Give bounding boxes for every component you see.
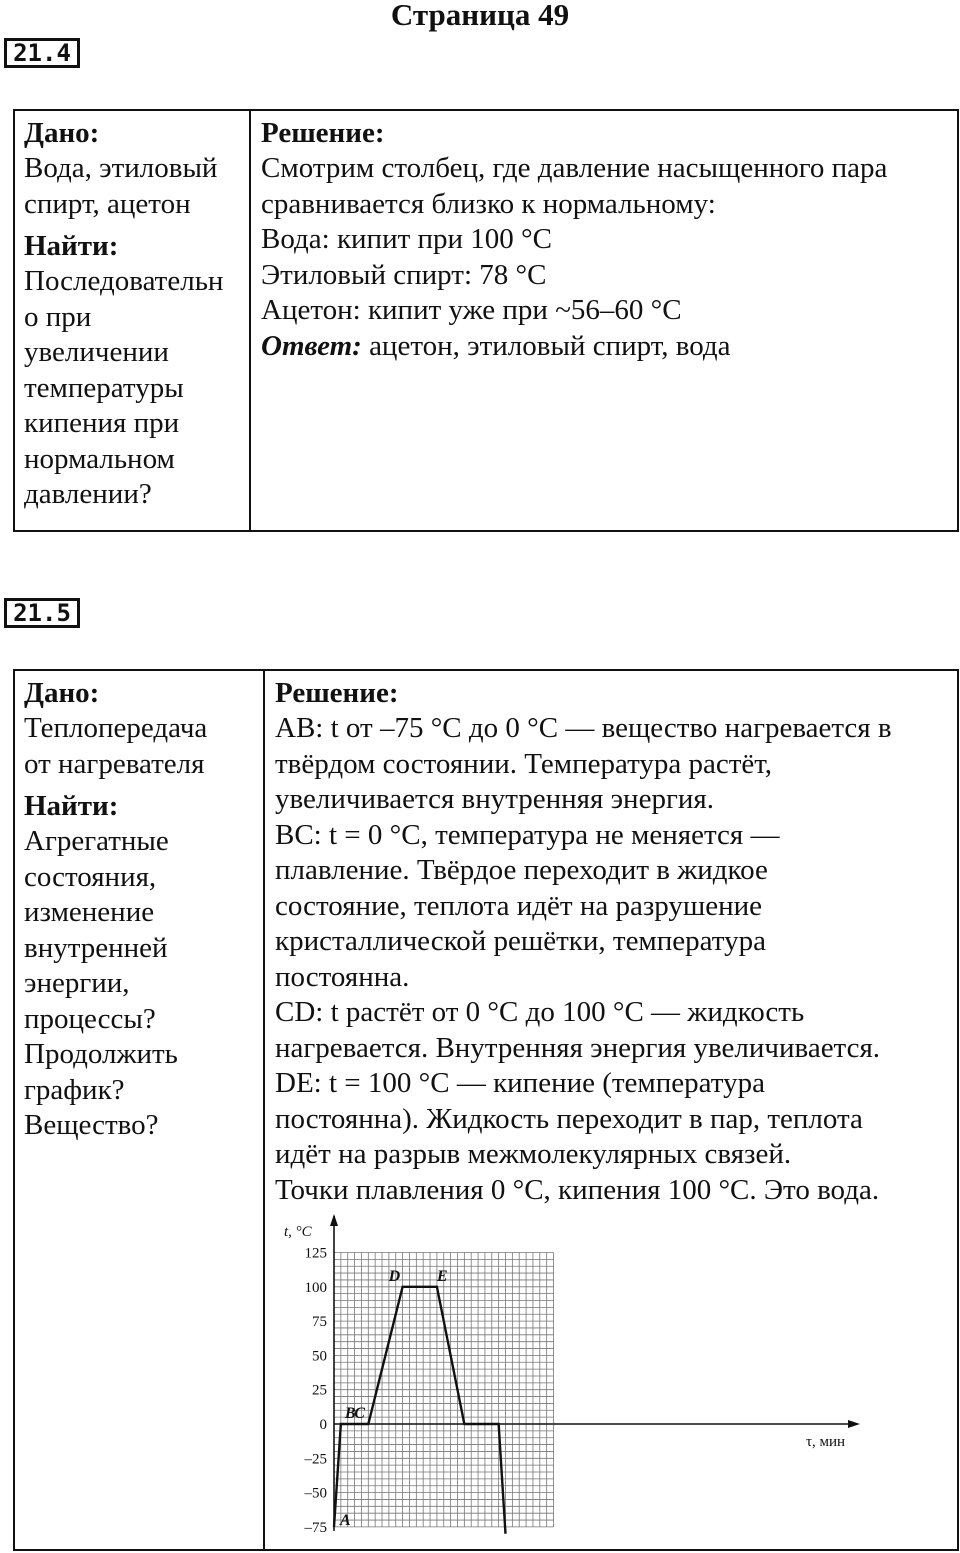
find-line: температуры (24, 371, 184, 404)
task-21-4-table (13, 109, 959, 532)
task-number-21-4: 21.4 (4, 38, 80, 68)
given-text (24, 151, 249, 222)
solution-header: Решение: (275, 677, 399, 709)
y-tick-label: 125 (304, 1245, 327, 1262)
solution-column (251, 111, 957, 530)
y-tick-label: 50 (312, 1348, 327, 1365)
solution-line: кристаллической решётки, температура (275, 925, 766, 957)
find-text (24, 264, 249, 513)
given-header: Дано: (24, 117, 100, 149)
solution-header: Решение: (261, 117, 385, 149)
point-label-d: D (388, 1267, 401, 1285)
task-number-21-5: 21.5 (4, 598, 80, 628)
solution-line: CD: t растёт от 0 °C до 100 °C — жидкость (275, 996, 805, 1028)
answer-text: ацетон, этиловый спирт, вода (361, 329, 731, 362)
find-line: внутренней (24, 931, 168, 964)
solution-line: идёт на разрыв межмолекулярных связей. (275, 1138, 792, 1170)
find-line: Последовательн (24, 265, 224, 297)
given-line: Теплопередача (24, 712, 208, 744)
find-line: Вещество? (24, 1109, 159, 1141)
find-line: изменение (24, 896, 155, 928)
graph-grid (334, 1253, 554, 1527)
solution-line: нагревается. Внутренняя энергия увеличивается. (275, 1031, 881, 1064)
given-text (24, 711, 263, 782)
solution-line: Этиловый спирт: 78 °C (261, 258, 547, 291)
given-line: от нагревателя (24, 747, 205, 780)
find-line: состояния, (24, 860, 157, 893)
solution-line: постоянна. (275, 960, 410, 993)
solution-line: сравнивается близко к нормальному: (261, 187, 716, 220)
find-line: энергии, (24, 967, 130, 999)
y-tick-label: 75 (312, 1314, 327, 1331)
find-line: Агрегатные (24, 825, 169, 857)
y-axis-arrow (330, 1214, 338, 1226)
answer-label: Ответ: (261, 329, 362, 362)
point-label-a: A (340, 1511, 351, 1529)
find-line: кипения при (24, 407, 180, 439)
find-text (24, 824, 263, 1144)
y-tick-label: –25 (304, 1451, 327, 1468)
x-axis-label: τ, мин (806, 1434, 846, 1450)
solution-text (261, 151, 957, 364)
x-axis-arrow (848, 1420, 860, 1428)
solution-line: увеличивается внутренняя энергия. (275, 783, 714, 815)
find-line: о при (24, 300, 92, 333)
find-line: давлении? (24, 478, 152, 510)
given-column (15, 671, 265, 1549)
solution-line: Вода: кипит при 100 °C (261, 223, 552, 255)
y-tick-label: 0 (319, 1417, 327, 1433)
find-line: нормальном (24, 442, 175, 475)
find-header: Найти: (24, 790, 119, 822)
point-label-c: C (354, 1405, 365, 1422)
find-line: увеличении (24, 336, 169, 368)
solution-line: BC: t = 0 °C, температура не меняется — (275, 818, 780, 851)
find-header: Найти: (24, 230, 119, 262)
solution-line: твёрдом состоянии. Температура растёт, (275, 747, 773, 780)
solution-line: AB: t от –75 °C до 0 °C — вещество нагревается в (275, 712, 892, 744)
solution-line: состояние, теплота идёт на разрушение (275, 889, 763, 922)
given-header: Дано: (24, 677, 100, 709)
given-line: спирт, ацетон (24, 187, 191, 220)
point-label-b: B (344, 1405, 356, 1422)
graph-point-labels (339, 1268, 448, 1529)
y-tick-label: –50 (304, 1485, 327, 1502)
solution-line: Точки плавления 0 °C, кипения 100 °C. Это вода. (275, 1173, 880, 1206)
solution-line: постоянна). Жидкость переходит в пар, теплота (275, 1102, 863, 1135)
find-line: процессы? (24, 1002, 156, 1035)
given-line: Вода, этиловый (24, 152, 218, 184)
solution-text (275, 711, 957, 1208)
solution-line: Ацетон: кипит уже при ~56–60 °C (261, 294, 682, 326)
find-line: график? (24, 1073, 125, 1106)
solution-line: Смотрим столбец, где давление насыщенного пара (261, 152, 888, 184)
temperature-time-graph (264, 1212, 874, 1552)
page-title: Страница 49 (390, 0, 570, 32)
y-tick-label: –75 (304, 1519, 327, 1536)
given-column (15, 111, 251, 530)
y-tick-label: 25 (312, 1382, 327, 1399)
point-label-e: E (436, 1267, 448, 1285)
y-tick-label: 100 (304, 1279, 327, 1296)
solution-line: DE: t = 100 °C — кипение (температура (275, 1067, 765, 1099)
solution-line: плавление. Твёрдое переходит в жидкое (275, 854, 768, 886)
answer-line (261, 329, 957, 365)
find-line: Продолжить (24, 1038, 178, 1070)
y-axis-label: t, °C (284, 1224, 312, 1240)
